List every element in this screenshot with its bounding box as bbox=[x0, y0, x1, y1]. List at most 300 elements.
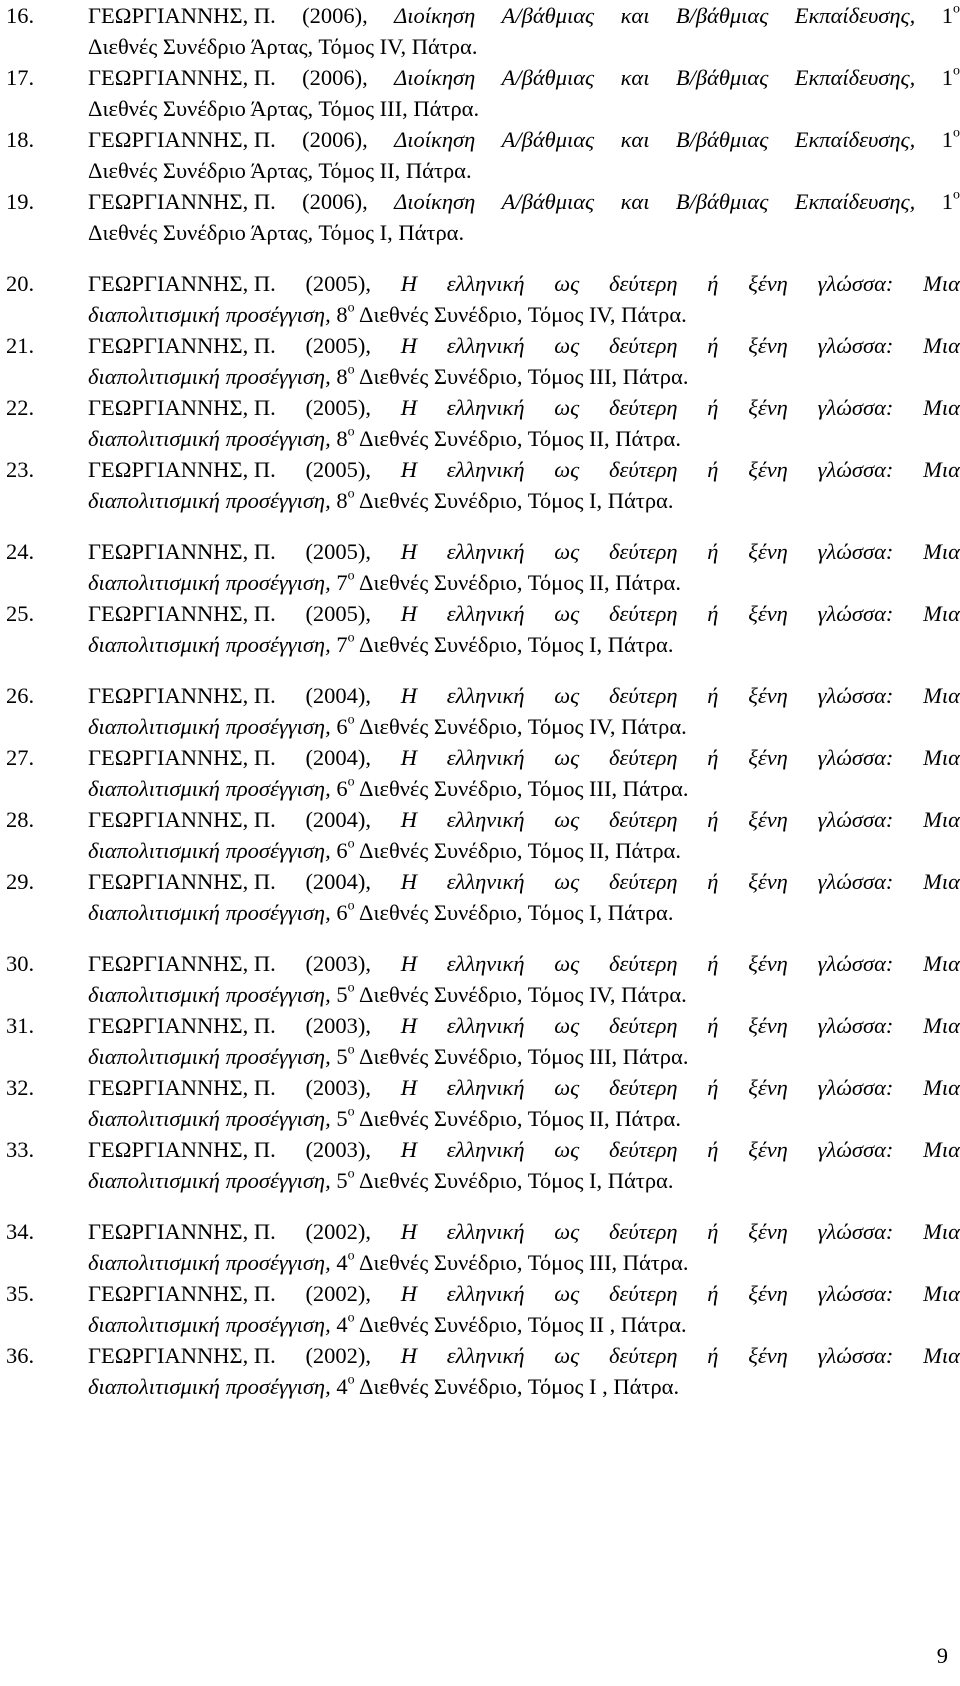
reference-ordinal bbox=[336, 1044, 354, 1069]
reference-line-continued bbox=[6, 485, 960, 516]
reference-author: ΓΕΩΡΓΙΑΝΝΗΣ, Π. bbox=[88, 601, 276, 626]
ordinal-superscript: ο bbox=[347, 630, 355, 646]
reference-title-word: και bbox=[620, 65, 650, 90]
reference-title-continued: διαπολιτισμική προσέγγιση, bbox=[88, 570, 331, 595]
reference-venue: Διεθνές Συνέδριο, Τόμος Ι, Πάτρα. bbox=[358, 900, 674, 925]
ordinal-superscript: ο bbox=[347, 1372, 355, 1388]
reference-author: ΓΕΩΡΓΙΑΝΝΗΣ, Π. bbox=[88, 1343, 276, 1368]
reference-title-word: ως bbox=[554, 1013, 580, 1038]
reference-title-word: ή bbox=[707, 539, 719, 564]
reference-title-word: δεύτερη bbox=[609, 271, 678, 296]
reference-title-word: ως bbox=[554, 807, 580, 832]
reference-title-word: Μια bbox=[923, 1281, 960, 1306]
reference-year: (2005), bbox=[305, 457, 372, 482]
reference-title-word: Η bbox=[400, 1281, 418, 1306]
reference-item bbox=[6, 1278, 960, 1340]
reference-title-word: Διοίκηση bbox=[394, 3, 476, 28]
reference-year: (2004), bbox=[305, 807, 372, 832]
ordinal-superscript: ο bbox=[347, 1248, 355, 1264]
ordinal-superscript: ο bbox=[952, 63, 960, 79]
page-number: 9 bbox=[936, 1643, 948, 1668]
ordinal-number: 7 bbox=[336, 632, 348, 657]
reference-title-word: Εκπαίδευσης, bbox=[794, 65, 916, 90]
reference-line bbox=[6, 124, 960, 155]
reference-author: ΓΕΩΡΓΙΑΝΝΗΣ, Π. bbox=[88, 1219, 276, 1244]
reference-title-word: δεύτερη bbox=[609, 745, 678, 770]
reference-title-word: Η bbox=[400, 951, 418, 976]
reference-title-word: γλώσσα: bbox=[817, 1281, 894, 1306]
reference-title-word: ως bbox=[554, 683, 580, 708]
reference-title-word: ξένη bbox=[748, 951, 788, 976]
reference-title-word: ελληνική bbox=[446, 1075, 525, 1100]
reference-number: 24. bbox=[6, 539, 35, 564]
reference-ordinal bbox=[336, 1106, 354, 1131]
reference-title-word: ελληνική bbox=[446, 333, 525, 358]
reference-number: 30. bbox=[6, 951, 35, 976]
reference-item bbox=[6, 742, 960, 804]
ordinal-number: 1 bbox=[941, 189, 953, 214]
reference-year: (2005), bbox=[305, 601, 372, 626]
reference-ordinal bbox=[336, 302, 354, 327]
reference-line-continued bbox=[6, 711, 960, 742]
reference-title-word: ως bbox=[554, 1219, 580, 1244]
ordinal-superscript: ο bbox=[347, 486, 355, 502]
reference-year: (2003), bbox=[305, 1013, 372, 1038]
reference-item bbox=[6, 268, 960, 330]
reference-title-continued: διαπολιτισμική προσέγγιση, bbox=[88, 364, 331, 389]
reference-title-word: Μια bbox=[923, 1075, 960, 1100]
reference-title-word: δεύτερη bbox=[609, 869, 678, 894]
reference-title-word: δεύτερη bbox=[609, 951, 678, 976]
reference-author: ΓΕΩΡΓΙΑΝΝΗΣ, Π. bbox=[88, 127, 276, 152]
reference-line bbox=[6, 948, 960, 979]
reference-title-word: Η bbox=[400, 1343, 418, 1368]
reference-title-word: ξένη bbox=[748, 745, 788, 770]
reference-item bbox=[6, 598, 960, 660]
reference-title-word: γλώσσα: bbox=[817, 807, 894, 832]
reference-title-word: ή bbox=[707, 1219, 719, 1244]
reference-year: (2002), bbox=[305, 1343, 372, 1368]
ordinal-number: 5 bbox=[336, 1044, 348, 1069]
reference-ordinal bbox=[336, 570, 354, 595]
reference-title-word: Μια bbox=[923, 601, 960, 626]
reference-title-word: ξένη bbox=[748, 601, 788, 626]
reference-title-word: Η bbox=[400, 395, 418, 420]
ordinal-superscript: ο bbox=[952, 187, 960, 203]
reference-line-continued bbox=[6, 299, 960, 330]
reference-author: ΓΕΩΡΓΙΑΝΝΗΣ, Π. bbox=[88, 539, 276, 564]
ordinal-number: 6 bbox=[336, 838, 348, 863]
reference-title-word: Α/βάθμιας bbox=[501, 127, 595, 152]
reference-title-word: ή bbox=[707, 601, 719, 626]
reference-title-word: ελληνική bbox=[446, 601, 525, 626]
reference-title-word: Η bbox=[400, 683, 418, 708]
reference-line-continued bbox=[6, 31, 960, 62]
reference-title-word: ως bbox=[554, 1075, 580, 1100]
reference-title-word: ως bbox=[554, 457, 580, 482]
reference-title-word: γλώσσα: bbox=[817, 1343, 894, 1368]
ordinal-superscript: ο bbox=[952, 125, 960, 141]
reference-year: (2003), bbox=[305, 1075, 372, 1100]
reference-year: (2005), bbox=[305, 271, 372, 296]
reference-line bbox=[6, 1072, 960, 1103]
reference-line-continued bbox=[6, 835, 960, 866]
reference-title-word: ως bbox=[554, 271, 580, 296]
reference-title-word: ή bbox=[707, 457, 719, 482]
reference-title-word: γλώσσα: bbox=[817, 1075, 894, 1100]
ordinal-number: 5 bbox=[336, 1106, 348, 1131]
reference-author: ΓΕΩΡΓΙΑΝΝΗΣ, Π. bbox=[88, 395, 276, 420]
reference-title-word: ή bbox=[707, 1013, 719, 1038]
reference-venue: Διεθνές Συνέδριο, Τόμος ΙΙΙ, Πάτρα. bbox=[358, 1044, 689, 1069]
reference-title-word: ξένη bbox=[748, 395, 788, 420]
reference-title-word: Διοίκηση bbox=[394, 127, 476, 152]
ordinal-number: 1 bbox=[941, 65, 953, 90]
reference-line bbox=[6, 454, 960, 485]
reference-number: 35. bbox=[6, 1281, 35, 1306]
reference-title-word: ως bbox=[554, 869, 580, 894]
reference-title-continued: διαπολιτισμική προσέγγιση, bbox=[88, 714, 331, 739]
reference-item bbox=[6, 330, 960, 392]
reference-title-word: ελληνική bbox=[446, 683, 525, 708]
reference-title-word: Μια bbox=[923, 683, 960, 708]
reference-ordinal bbox=[942, 62, 960, 93]
reference-number: 21. bbox=[6, 333, 35, 358]
reference-line bbox=[6, 268, 960, 299]
reference-title-word: Μια bbox=[923, 539, 960, 564]
reference-venue: Διεθνές Συνέδριο Άρτας, Τόμος Ι, Πάτρα. bbox=[88, 220, 465, 245]
reference-title-word: ή bbox=[707, 395, 719, 420]
reference-title-word: ως bbox=[554, 395, 580, 420]
reference-year: (2004), bbox=[305, 683, 372, 708]
reference-year: (2005), bbox=[305, 395, 372, 420]
reference-author: ΓΕΩΡΓΙΑΝΝΗΣ, Π. bbox=[88, 189, 276, 214]
reference-title-word: γλώσσα: bbox=[817, 1137, 894, 1162]
reference-title-word: δεύτερη bbox=[609, 457, 678, 482]
reference-ordinal bbox=[942, 124, 960, 155]
reference-venue: Διεθνές Συνέδριο, Τόμος Ι, Πάτρα. bbox=[358, 1168, 674, 1193]
reference-title-word: ή bbox=[707, 683, 719, 708]
reference-title-word: ξένη bbox=[748, 683, 788, 708]
reference-year: (2002), bbox=[305, 1219, 372, 1244]
reference-ordinal bbox=[336, 982, 354, 1007]
reference-title-word: ξένη bbox=[748, 869, 788, 894]
reference-title-word: Μια bbox=[923, 1013, 960, 1038]
ordinal-number: 1 bbox=[941, 127, 953, 152]
reference-title-word: Μια bbox=[923, 271, 960, 296]
reference-item bbox=[6, 1340, 960, 1402]
ordinal-number: 8 bbox=[336, 426, 348, 451]
reference-author: ΓΕΩΡΓΙΑΝΝΗΣ, Π. bbox=[88, 1075, 276, 1100]
reference-ordinal bbox=[336, 1250, 354, 1275]
ordinal-number: 4 bbox=[336, 1250, 348, 1275]
reference-title-word: και bbox=[620, 127, 650, 152]
reference-title-word: γλώσσα: bbox=[817, 745, 894, 770]
reference-line bbox=[6, 1340, 960, 1371]
reference-number: 22. bbox=[6, 395, 35, 420]
reference-number: 34. bbox=[6, 1219, 35, 1244]
reference-item bbox=[6, 392, 960, 454]
reference-title-word: Μια bbox=[923, 1137, 960, 1162]
reference-ordinal bbox=[336, 1168, 354, 1193]
reference-venue: Διεθνές Συνέδριο, Τόμος ΙΙΙ, Πάτρα. bbox=[358, 364, 689, 389]
reference-title-word: Η bbox=[400, 601, 418, 626]
reference-number: 33. bbox=[6, 1137, 35, 1162]
reference-venue: Διεθνές Συνέδριο Άρτας, Τόμος ΙΙΙ, Πάτρα. bbox=[88, 96, 480, 121]
ordinal-superscript: ο bbox=[347, 362, 355, 378]
reference-title-word: ελληνική bbox=[446, 869, 525, 894]
reference-number: 27. bbox=[6, 745, 35, 770]
reference-title-word: ως bbox=[554, 951, 580, 976]
reference-title-word: ξένη bbox=[748, 1013, 788, 1038]
reference-title-word: ως bbox=[554, 1281, 580, 1306]
reference-line bbox=[6, 1216, 960, 1247]
reference-venue: Διεθνές Συνέδριο, Τόμος Ι, Πάτρα. bbox=[358, 632, 674, 657]
reference-title-word: Μια bbox=[923, 395, 960, 420]
reference-item bbox=[6, 124, 960, 186]
reference-ordinal bbox=[336, 488, 354, 513]
reference-title-word: Εκπαίδευσης, bbox=[794, 127, 916, 152]
reference-author: ΓΕΩΡΓΙΑΝΝΗΣ, Π. bbox=[88, 745, 276, 770]
ordinal-superscript: ο bbox=[347, 712, 355, 728]
reference-title-word: γλώσσα: bbox=[817, 683, 894, 708]
reference-ordinal bbox=[336, 364, 354, 389]
reference-line-continued bbox=[6, 217, 960, 248]
reference-title-word: Α/βάθμιας bbox=[501, 65, 595, 90]
reference-title-word: ελληνική bbox=[446, 1219, 525, 1244]
reference-title-word: ή bbox=[707, 1137, 719, 1162]
reference-title-word: ελληνική bbox=[446, 1013, 525, 1038]
reference-year: (2006), bbox=[302, 127, 368, 152]
ordinal-superscript: ο bbox=[347, 1166, 355, 1182]
reference-item bbox=[6, 1010, 960, 1072]
ordinal-superscript: ο bbox=[347, 1104, 355, 1120]
ordinal-superscript: ο bbox=[347, 424, 355, 440]
reference-line bbox=[6, 392, 960, 423]
reference-item bbox=[6, 804, 960, 866]
reference-title-word: Η bbox=[400, 457, 418, 482]
reference-title-word: δεύτερη bbox=[609, 1343, 678, 1368]
reference-line bbox=[6, 866, 960, 897]
reference-title-word: ως bbox=[554, 745, 580, 770]
ordinal-number: 5 bbox=[336, 1168, 348, 1193]
reference-venue: Διεθνές Συνέδριο, Τόμος IV, Πάτρα. bbox=[358, 714, 687, 739]
reference-line-continued bbox=[6, 897, 960, 928]
reference-title-word: ή bbox=[707, 271, 719, 296]
reference-title-word: ή bbox=[707, 869, 719, 894]
reference-venue: Διεθνές Συνέδριο, Τόμος ΙΙΙ, Πάτρα. bbox=[358, 1250, 689, 1275]
reference-title-continued: διαπολιτισμική προσέγγιση, bbox=[88, 838, 331, 863]
reference-title-word: ξένη bbox=[748, 1219, 788, 1244]
reference-author: ΓΕΩΡΓΙΑΝΝΗΣ, Π. bbox=[88, 65, 276, 90]
reference-title-word: ξένη bbox=[748, 539, 788, 564]
reference-venue: Διεθνές Συνέδριο, Τόμος Ι , Πάτρα. bbox=[358, 1374, 680, 1399]
reference-year: (2003), bbox=[305, 951, 372, 976]
reference-ordinal bbox=[336, 776, 354, 801]
reference-title-continued: διαπολιτισμική προσέγγιση, bbox=[88, 776, 331, 801]
reference-number: 32. bbox=[6, 1075, 35, 1100]
reference-venue: Διεθνές Συνέδριο, Τόμος ΙΙΙ, Πάτρα. bbox=[358, 776, 689, 801]
ordinal-superscript: ο bbox=[347, 1042, 355, 1058]
reference-title-word: δεύτερη bbox=[609, 395, 678, 420]
reference-item bbox=[6, 680, 960, 742]
reference-line bbox=[6, 186, 960, 217]
reference-title-continued: διαπολιτισμική προσέγγιση, bbox=[88, 302, 331, 327]
reference-title-word: Μια bbox=[923, 333, 960, 358]
reference-item bbox=[6, 454, 960, 516]
reference-line-continued bbox=[6, 361, 960, 392]
reference-line bbox=[6, 680, 960, 711]
reference-year: (2006), bbox=[302, 189, 368, 214]
reference-title-continued: διαπολιτισμική προσέγγιση, bbox=[88, 426, 331, 451]
ordinal-number: 8 bbox=[336, 302, 348, 327]
reference-number: 29. bbox=[6, 869, 35, 894]
reference-title-word: γλώσσα: bbox=[817, 395, 894, 420]
reference-title-word: γλώσσα: bbox=[817, 601, 894, 626]
reference-title-word: Μια bbox=[923, 869, 960, 894]
reference-title-continued: διαπολιτισμική προσέγγιση, bbox=[88, 1106, 331, 1131]
reference-author: ΓΕΩΡΓΙΑΝΝΗΣ, Π. bbox=[88, 1137, 276, 1162]
reference-year: (2003), bbox=[305, 1137, 372, 1162]
reference-item bbox=[6, 536, 960, 598]
reference-title-word: ελληνική bbox=[446, 1137, 525, 1162]
reference-year: (2004), bbox=[305, 869, 372, 894]
reference-title-word: γλώσσα: bbox=[817, 1219, 894, 1244]
reference-title-continued: διαπολιτισμική προσέγγιση, bbox=[88, 1250, 331, 1275]
reference-year: (2002), bbox=[305, 1281, 372, 1306]
reference-venue: Διεθνές Συνέδριο, Τόμος ΙΙ, Πάτρα. bbox=[358, 1106, 681, 1131]
reference-line bbox=[6, 742, 960, 773]
reference-author: ΓΕΩΡΓΙΑΝΝΗΣ, Π. bbox=[88, 333, 276, 358]
reference-author: ΓΕΩΡΓΙΑΝΝΗΣ, Π. bbox=[88, 1281, 276, 1306]
reference-title-word: Β/βάθμιας bbox=[675, 3, 769, 28]
reference-title-word: Μια bbox=[923, 1219, 960, 1244]
reference-title-word: γλώσσα: bbox=[817, 951, 894, 976]
reference-item bbox=[6, 186, 960, 248]
reference-title-word: ως bbox=[554, 601, 580, 626]
reference-line bbox=[6, 0, 960, 31]
reference-title-word: ξένη bbox=[748, 1075, 788, 1100]
reference-line-continued bbox=[6, 1247, 960, 1278]
reference-title-word: γλώσσα: bbox=[817, 869, 894, 894]
reference-ordinal bbox=[336, 1312, 354, 1337]
reference-title-word: ξένη bbox=[748, 271, 788, 296]
reference-year: (2006), bbox=[302, 3, 368, 28]
reference-line bbox=[6, 330, 960, 361]
ordinal-number: 6 bbox=[336, 776, 348, 801]
reference-title-continued: διαπολιτισμική προσέγγιση, bbox=[88, 1374, 331, 1399]
reference-ordinal bbox=[942, 0, 960, 31]
reference-title-word: Η bbox=[400, 1137, 418, 1162]
reference-number: 23. bbox=[6, 457, 35, 482]
reference-title-word: δεύτερη bbox=[609, 1137, 678, 1162]
reference-title-word: ελληνική bbox=[446, 951, 525, 976]
reference-line bbox=[6, 1278, 960, 1309]
reference-title-word: Διοίκηση bbox=[394, 189, 476, 214]
reference-title-word: Η bbox=[400, 745, 418, 770]
reference-title-word: Η bbox=[400, 1013, 418, 1038]
reference-title-word: ελληνική bbox=[446, 1281, 525, 1306]
reference-venue: Διεθνές Συνέδριο Άρτας, Τόμος ΙΙ, Πάτρα. bbox=[88, 158, 472, 183]
reference-title-word: ελληνική bbox=[446, 807, 525, 832]
ordinal-superscript: ο bbox=[347, 980, 355, 996]
reference-item bbox=[6, 0, 960, 62]
reference-author: ΓΕΩΡΓΙΑΝΝΗΣ, Π. bbox=[88, 1013, 276, 1038]
reference-title-word: Η bbox=[400, 271, 418, 296]
reference-line-continued bbox=[6, 629, 960, 660]
reference-title-word: Μια bbox=[923, 807, 960, 832]
reference-year: (2005), bbox=[305, 333, 372, 358]
reference-title-word: και bbox=[620, 189, 650, 214]
reference-title-word: ξένη bbox=[748, 1343, 788, 1368]
reference-title-continued: διαπολιτισμική προσέγγιση, bbox=[88, 632, 331, 657]
reference-title-word: ελληνική bbox=[446, 539, 525, 564]
reference-title-word: ως bbox=[554, 333, 580, 358]
reference-title-word: ξένη bbox=[748, 807, 788, 832]
reference-author: ΓΕΩΡΓΙΑΝΝΗΣ, Π. bbox=[88, 457, 276, 482]
reference-title-word: Μια bbox=[923, 457, 960, 482]
ordinal-number: 4 bbox=[336, 1312, 348, 1337]
reference-number: 31. bbox=[6, 1013, 35, 1038]
reference-title-word: ή bbox=[707, 1075, 719, 1100]
ordinal-superscript: ο bbox=[347, 1310, 355, 1326]
reference-line-continued bbox=[6, 773, 960, 804]
reference-title-continued: διαπολιτισμική προσέγγιση, bbox=[88, 900, 331, 925]
reference-list bbox=[6, 0, 960, 1402]
reference-title-word: δεύτερη bbox=[609, 601, 678, 626]
reference-year: (2005), bbox=[305, 539, 372, 564]
reference-title-word: ως bbox=[554, 1343, 580, 1368]
reference-author: ΓΕΩΡΓΙΑΝΝΗΣ, Π. bbox=[88, 807, 276, 832]
ordinal-superscript: ο bbox=[347, 568, 355, 584]
reference-title-word: Β/βάθμιας bbox=[675, 65, 769, 90]
reference-title-word: γλώσσα: bbox=[817, 271, 894, 296]
reference-title-word: Διοίκηση bbox=[394, 65, 476, 90]
reference-title-word: δεύτερη bbox=[609, 1281, 678, 1306]
reference-year: (2006), bbox=[302, 65, 368, 90]
reference-title-word: Εκπαίδευσης, bbox=[794, 3, 916, 28]
reference-title-word: ελληνική bbox=[446, 271, 525, 296]
reference-title-word: Η bbox=[400, 807, 418, 832]
reference-author: ΓΕΩΡΓΙΑΝΝΗΣ, Π. bbox=[88, 3, 276, 28]
reference-title-word: ή bbox=[707, 333, 719, 358]
reference-number: 18. bbox=[6, 127, 35, 152]
reference-title-word: ή bbox=[707, 951, 719, 976]
reference-title-word: Μια bbox=[923, 951, 960, 976]
reference-item bbox=[6, 62, 960, 124]
reference-line-continued bbox=[6, 1165, 960, 1196]
reference-title-word: Η bbox=[400, 1075, 418, 1100]
reference-author: ΓΕΩΡΓΙΑΝΝΗΣ, Π. bbox=[88, 869, 276, 894]
reference-ordinal bbox=[336, 426, 354, 451]
reference-item bbox=[6, 866, 960, 928]
reference-venue: Διεθνές Συνέδριο, Τόμος ΙΙ , Πάτρα. bbox=[358, 1312, 687, 1337]
ordinal-number: 1 bbox=[941, 3, 953, 28]
reference-venue: Διεθνές Συνέδριο, Τόμος ΙΙ, Πάτρα. bbox=[358, 426, 681, 451]
ordinal-superscript: ο bbox=[347, 774, 355, 790]
reference-title-word: ή bbox=[707, 807, 719, 832]
ordinal-superscript: ο bbox=[347, 836, 355, 852]
ordinal-number: 5 bbox=[336, 982, 348, 1007]
reference-title-word: δεύτερη bbox=[609, 1075, 678, 1100]
reference-ordinal bbox=[336, 632, 354, 657]
reference-title-word: Η bbox=[400, 1219, 418, 1244]
reference-title-word: Α/βάθμιας bbox=[501, 189, 595, 214]
reference-line bbox=[6, 1010, 960, 1041]
reference-author: ΓΕΩΡΓΙΑΝΝΗΣ, Π. bbox=[88, 683, 276, 708]
reference-line-continued bbox=[6, 1103, 960, 1134]
reference-line-continued bbox=[6, 423, 960, 454]
